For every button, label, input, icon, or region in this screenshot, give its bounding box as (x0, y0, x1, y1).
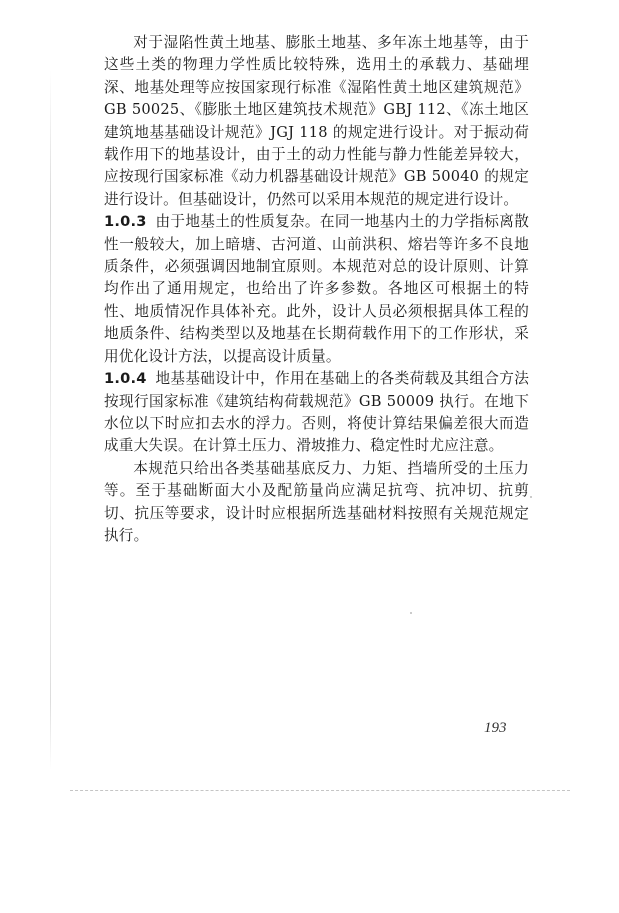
scan-speck (410, 612, 412, 614)
clause-number: 1.0.4 (104, 370, 147, 388)
paragraph-text: 本规范只给出各类基础基底反力、力矩、挡墙所受的土压力等。至于基础断面大小及配筋量尚应满足抗弯、抗冲切、抗剪切、抗压等要求，设计时应根据所选基础材料按照有关规范规定执行。 (104, 459, 529, 544)
scan-speck (530, 496, 532, 498)
clause-1-0-3 (104, 211, 529, 368)
paragraph-text: 地基基础设计中，作用在基础上的各类荷载及其组合方法按现行国家标准《建筑结构荷载规范》GB 50009 执行。在地下水位以下时应扣去水的浮力。否则，将使计算结果偏差很大而造成重大失误。在计算土压力、滑坡推力、稳定性时尤应注意。 (104, 370, 529, 455)
clause-1-0-4 (104, 368, 529, 458)
body-text (104, 32, 529, 547)
paragraph-text: 由于地基土的性质复杂。在同一地基内土的力学指标离散性一般较大，加上暗塘、古河道、山前洪积、熔岩等许多不良地质条件，必须强调因地制宜原则。本规范对总的设计原则、计算均作出了通用规定，也给出了许多参数。各地区可根据土的特性、地质情况作具体补充。此外，设计人员必须根据具体工程的地质条件、结构类型以及地基在长期荷载作用下的工作形状，采用优化设计方法，以提高设计质量。 (104, 213, 529, 365)
paragraph-continuation (104, 32, 529, 211)
paragraph-text: 对于湿陷性黄土地基、膨胀土地基、多年冻土地基等，由于这些土类的物理力学性质比较特殊，选用土的承载力、基础埋深、地基处理等应按国家现行标准《湿陷性黄土地区建筑规范》GB 50025、《膨胀土地区建筑技术规范》GBJ 112、《冻土地区建筑地基基础设计规范》JGJ 118 的规定进行设计。对于振动荷载作用下的地基设计，由于土的动力性能与静力性能差异较大，应按现行国家标准《动力机器基础设计规范》GB 50040 的规定进行设计。但基础设计，仍然可以采用本规范的规定进行设计。 (104, 34, 529, 208)
page-number: 193 (484, 720, 507, 736)
scan-edge-shadow (50, 70, 51, 770)
paragraph-note (104, 458, 529, 548)
clause-number: 1.0.3 (104, 213, 147, 231)
scan-fold-line (70, 790, 570, 791)
